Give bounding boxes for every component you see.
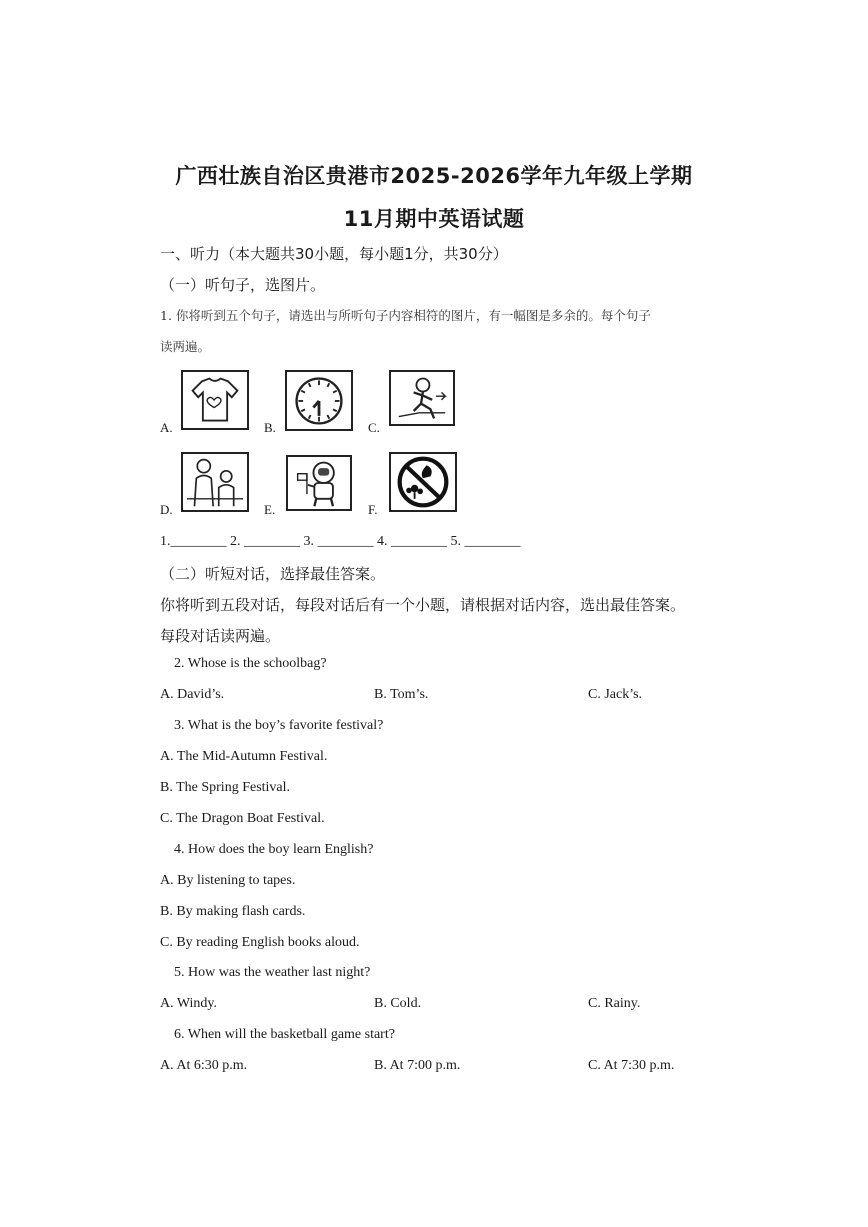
- option-a[interactable]: A. The Mid-Autumn Festival.: [160, 749, 328, 764]
- question-stem: 2. Whose is the schoolbag?: [174, 656, 327, 671]
- picture-label-b: B.: [264, 420, 276, 435]
- option-a[interactable]: A. Windy.: [160, 996, 217, 1011]
- option-b[interactable]: B. At 7:00 p.m.: [374, 1058, 461, 1073]
- option-b[interactable]: B. By making flash cards.: [160, 904, 306, 919]
- option-a[interactable]: A. At 6:30 p.m.: [160, 1058, 248, 1073]
- question-stem: 5. How was the weather last night?: [174, 965, 371, 980]
- option-a[interactable]: A. David’s.: [160, 687, 225, 702]
- t-shirt-icon: [181, 370, 249, 430]
- question-stem: 6. When will the basketball game start?: [174, 1027, 395, 1042]
- instruction-2b: 每段对话读两遍。: [160, 627, 281, 645]
- picture-label-e: E.: [264, 502, 276, 517]
- option-b[interactable]: B. Tom’s.: [374, 687, 429, 702]
- option-c[interactable]: C. By reading English books aloud.: [160, 935, 360, 950]
- option-c[interactable]: C. Rainy.: [588, 996, 641, 1011]
- picture-label-d: D.: [160, 502, 173, 517]
- instruction-1a: 1. 你将听到五个句子，请选出与所听句子内容相符的图片，有一幅图是多余的。每个句子: [160, 308, 651, 323]
- no-picking-flowers-icon: [389, 452, 457, 512]
- astronaut-icon: [286, 455, 352, 511]
- option-c[interactable]: C. Jack’s.: [588, 687, 643, 702]
- exam-title-line1: 广西壮族自治区贵港市2025-2026学年九年级上学期: [175, 164, 693, 188]
- part1-heading: 一、听力（本大题共30小题，每小题1分，共30分）: [160, 245, 508, 263]
- exam-title-line2: 11月期中英语试题: [343, 207, 525, 231]
- picture-label-a: A.: [160, 420, 173, 435]
- option-b[interactable]: B. Cold.: [374, 996, 422, 1011]
- mother-child-icon: [181, 452, 249, 512]
- option-c[interactable]: C. The Dragon Boat Festival.: [160, 811, 325, 826]
- sub-section-1-heading: （一）听句子，选图片。: [160, 276, 326, 294]
- instruction-2a: 你将听到五段对话，每段对话后有一个小题，请根据对话内容，选出最佳答案。: [160, 596, 686, 614]
- clock-icon: [285, 370, 353, 431]
- question-stem: 3. What is the boy’s favorite festival?: [174, 718, 384, 733]
- picture-label-f: F.: [368, 502, 378, 517]
- instruction-1b: 读两遍。: [160, 339, 211, 354]
- picture-label-c: C.: [368, 420, 380, 435]
- running-boy-icon: [389, 370, 455, 426]
- option-b[interactable]: B. The Spring Festival.: [160, 780, 291, 795]
- question-stem: 4. How does the boy learn English?: [174, 842, 374, 857]
- answer-blanks[interactable]: 1.________ 2. ________ 3. ________ 4. ________ 5. ________: [160, 534, 521, 549]
- option-a[interactable]: A. By listening to tapes.: [160, 873, 296, 888]
- sub-section-2-heading: （二）听短对话，选择最佳答案。: [160, 565, 386, 583]
- option-c[interactable]: C. At 7:30 p.m.: [588, 1058, 675, 1073]
